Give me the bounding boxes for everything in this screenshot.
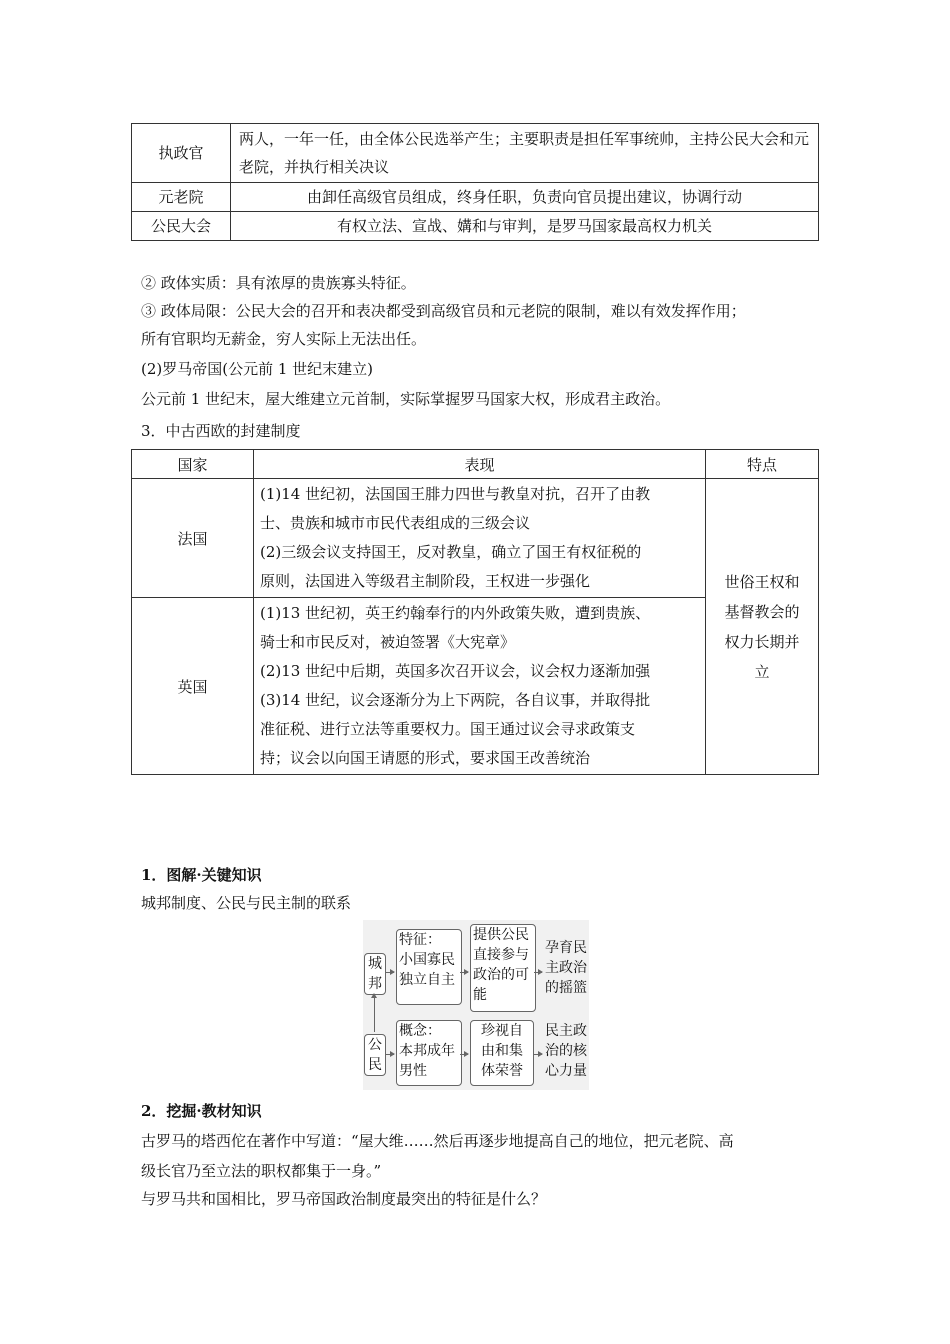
city-state-box bbox=[364, 953, 386, 995]
performance-cell bbox=[254, 479, 706, 598]
feature-box bbox=[396, 929, 462, 1005]
section-title: 3．中古西欧的封建制度 bbox=[141, 422, 301, 440]
provide-box bbox=[470, 924, 536, 1012]
box-line: 珍视自 bbox=[481, 1023, 523, 1039]
cradle-text bbox=[545, 938, 587, 998]
city-char: 城 bbox=[368, 956, 382, 972]
box-line: 概念： bbox=[399, 1023, 441, 1039]
column-header: 特点 bbox=[706, 450, 819, 479]
box-line: 由和集 bbox=[481, 1043, 523, 1059]
list-item: 原则，法国进入等级君主制阶段，王权进一步强化 bbox=[260, 572, 591, 590]
feature-cell bbox=[706, 479, 819, 775]
citizen-char: 公 bbox=[368, 1037, 382, 1053]
relation-diagram bbox=[363, 920, 589, 1090]
table-row bbox=[132, 183, 819, 212]
question-text: 与罗马共和国相比，罗马帝国政治制度最突出的特征是什么？ bbox=[141, 1190, 547, 1208]
list-item: (2)13 世纪中后期，英国多次召开议会，议会权力逐渐加强 bbox=[260, 662, 651, 680]
box-line: 的摇篮 bbox=[545, 980, 587, 996]
box-line: 孕育民 bbox=[545, 940, 587, 956]
feudal-system-table bbox=[131, 449, 819, 775]
feature-line: 世俗王权和 bbox=[724, 572, 800, 591]
arrow-right-icon bbox=[386, 972, 394, 973]
box-line: 政治的可 bbox=[473, 967, 529, 983]
republic-institutions-table bbox=[131, 123, 819, 241]
list-item: (3)14 世纪，议会逐渐分为上下两院，各自议事，并取得批 bbox=[260, 691, 651, 709]
paragraph: 公元前 1 世纪末，屋大维建立元首制，实际掌握罗马国家大权，形成君主政治。 bbox=[141, 390, 671, 408]
paragraph: (2)罗马帝国(公元前 1 世纪末建立) bbox=[141, 360, 374, 378]
list-item: 持；议会以向国王请愿的形式，要求国王改善统治 bbox=[260, 749, 591, 767]
paragraph: ② 政体实质：具有浓厚的贵族寡头特征。 bbox=[141, 274, 416, 292]
feature-line: 立 bbox=[754, 662, 770, 681]
paragraph: 所有官职均无薪金，穷人实际上无法出任。 bbox=[141, 330, 427, 348]
row-text: 由卸任高级官员组成，终身任职，负责向官员提出建议，协调行动 bbox=[231, 183, 819, 212]
list-item: (2)三级会议支持国王，反对教皇，确立了国王有权征税的 bbox=[260, 543, 642, 561]
box-line: 独立自主 bbox=[399, 972, 455, 988]
table-row bbox=[132, 212, 819, 241]
arrow-right-icon bbox=[386, 1054, 394, 1055]
list-item: 骑士和市民反对，被迫签署《大宪章》 bbox=[260, 633, 516, 651]
feature-line: 基督教会的 bbox=[724, 602, 800, 621]
arrow-right-icon bbox=[460, 1054, 468, 1055]
core-text bbox=[545, 1021, 587, 1081]
box-line: 主政治 bbox=[545, 960, 587, 976]
value-box bbox=[470, 1020, 534, 1086]
box-line: 小国寡民 bbox=[399, 952, 455, 968]
section-subtitle: 城邦制度、公民与民主制的联系 bbox=[141, 894, 352, 912]
arrow-up-icon bbox=[371, 993, 377, 998]
box-line: 提供公民 bbox=[473, 927, 529, 943]
list-item: 士、贵族和城市市民代表组成的三级会议 bbox=[260, 514, 531, 532]
list-item: (1)13 世纪初，英王约翰奉行的内外政策失败，遭到贵族、 bbox=[260, 604, 651, 622]
table-header-row bbox=[132, 450, 819, 479]
country-cell: 法国 bbox=[132, 479, 254, 598]
row-text: 两人，一年一任，由全体公民选举产生；主要职责是担任军事统帅，主持公民大会和元老院，并执行相关决议 bbox=[231, 124, 819, 183]
list-item: 准征税、进行立法等重要权力。国王通过议会寻求政策支 bbox=[260, 720, 636, 738]
box-line: 直接参与 bbox=[473, 947, 529, 963]
citizen-box bbox=[364, 1034, 386, 1076]
box-line: 民主政 bbox=[545, 1023, 587, 1039]
table-row bbox=[132, 479, 819, 598]
arrow-right-icon bbox=[534, 1054, 542, 1055]
arrow-right-icon bbox=[534, 972, 542, 973]
quote-line: 级长官乃至立法的职权都集于一身。” bbox=[141, 1162, 382, 1180]
section-heading: 2．挖掘·教材知识 bbox=[141, 1102, 262, 1120]
performance-cell bbox=[254, 598, 706, 775]
box-line: 本邦成年 bbox=[399, 1043, 455, 1059]
box-line: 男性 bbox=[399, 1063, 427, 1079]
row-label: 执政官 bbox=[132, 124, 231, 183]
paragraph: ③ 政体局限：公民大会的召开和表决都受到高级官员和元老院的限制，难以有效发挥作用； bbox=[141, 302, 746, 320]
box-line: 心力量 bbox=[545, 1063, 587, 1079]
box-line: 特征： bbox=[399, 932, 441, 948]
list-item: (1)14 世纪初，法国国王腓力四世与教皇对抗，召开了由教 bbox=[260, 485, 651, 503]
quote-line: 古罗马的塔西佗在著作中写道：“屋大维……然后再逐步地提高自己的地位，把元老院、高 bbox=[141, 1132, 734, 1150]
table-row bbox=[132, 124, 819, 183]
column-header: 国家 bbox=[132, 450, 254, 479]
section-heading: 1．图解·关键知识 bbox=[141, 866, 262, 884]
box-line: 体荣誉 bbox=[481, 1063, 523, 1079]
box-line: 能 bbox=[473, 987, 487, 1003]
row-label: 公民大会 bbox=[132, 212, 231, 241]
column-header: 表现 bbox=[254, 450, 706, 479]
feature-line: 权力长期并 bbox=[724, 632, 800, 651]
arrow-right-icon bbox=[460, 972, 468, 973]
city-char: 邦 bbox=[368, 976, 382, 992]
concept-box bbox=[396, 1020, 462, 1086]
row-text: 有权立法、宣战、媾和与审判，是罗马国家最高权力机关 bbox=[231, 212, 819, 241]
connector-line bbox=[374, 995, 375, 1032]
box-line: 治的核 bbox=[545, 1043, 587, 1059]
citizen-char: 民 bbox=[368, 1057, 382, 1073]
row-label: 元老院 bbox=[132, 183, 231, 212]
country-cell: 英国 bbox=[132, 598, 254, 775]
